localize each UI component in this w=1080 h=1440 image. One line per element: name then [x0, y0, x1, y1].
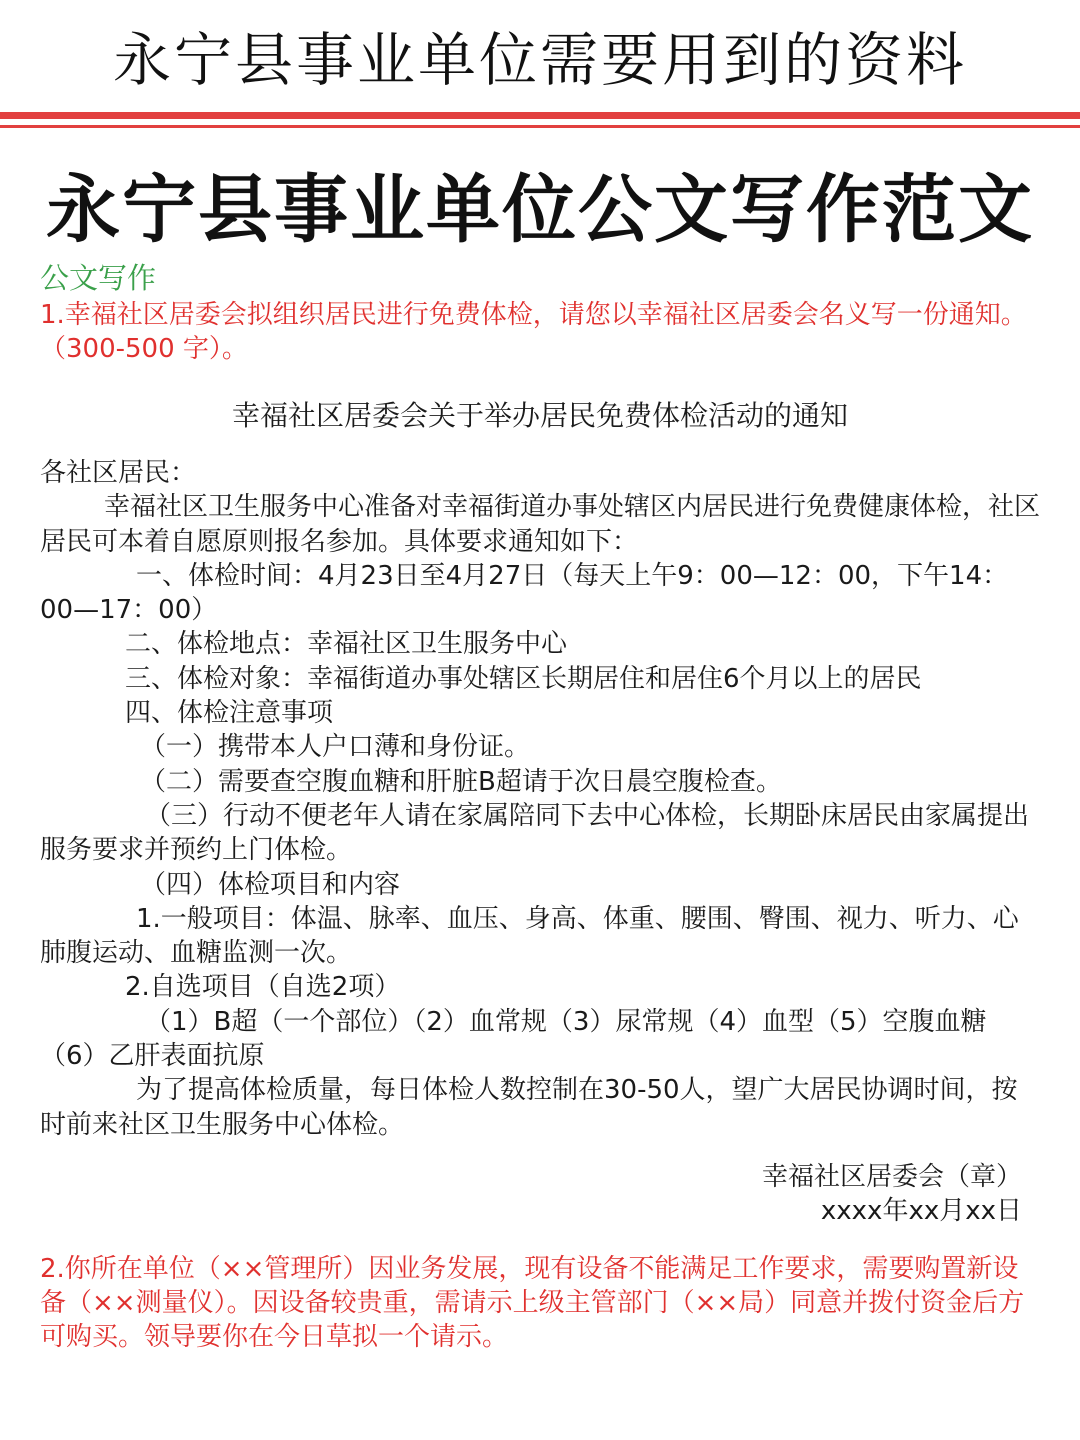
- notice-signature: [40, 1160, 1040, 1228]
- notice-sub-1: （一）携带本人户口薄和身份证。: [140, 732, 531, 763]
- header-divider-thin: [0, 125, 1080, 128]
- notice-item-time: 一、体检时间：4月23日至4月27日（每天上午9：00—12：00，下午14：00—17：00）: [40, 560, 1009, 626]
- page-header: [0, 0, 1080, 110]
- notice-sub-2: （二）需要查空腹血糖和肝脏B超请于次日晨空腹检查。: [140, 766, 782, 797]
- notice-intro: 幸福社区卫生服务中心准备对幸福街道办事处辖区内居民进行免费健康体检，社区居民可本着自愿原则报名参加。具体要求通知如下：: [40, 492, 1041, 557]
- section-label: 公文写作: [40, 261, 157, 295]
- document-title: 永宁县事业单位公文写作范文: [46, 167, 1034, 253]
- notice-optional-list: （1）B超（一个部位）（2）血常规（3）尿常规（4）血型（5）空腹血糖（6）乙肝表面抗原: [40, 1006, 987, 1072]
- question-1: 1.幸福社区居委会拟组织居民进行免费体检，请您以幸福社区居委会名义写一份通知。（300-500 字）。: [40, 300, 1027, 364]
- notice-title: 幸福社区居委会关于举办居民免费体检活动的通知: [231, 399, 848, 432]
- signature-date: xxxx年xx月xx日: [820, 1195, 1022, 1226]
- notice-item-notes: 四、体检注意事项: [125, 698, 334, 729]
- header-divider-thick: [0, 112, 1080, 119]
- question-2: 2.你所在单位（××管理所）因业务发展，现有设备不能满足工作要求，需要购置新设备（××测量仪）。因设备较贵重，需请示上级主管部门（××局）同意并拨付资金后方可购买。领导要你在今日草拟一个请示。: [40, 1253, 1025, 1352]
- notice-item-location: 二、体检地点：幸福社区卫生服务中心: [125, 629, 568, 660]
- notice-body: [40, 456, 1040, 1142]
- notice-closing: 为了提高体检质量，每日体检人数控制在30-50人，望广大居民协调时间，按时前来社区卫生服务中心体检。: [40, 1075, 1018, 1140]
- document-body: [40, 258, 1040, 1354]
- notice-sub-3: （三）行动不便老年人请在家属陪同下去中心体检，长期卧床居民由家属提出服务要求并预约上门体检。: [40, 800, 1030, 866]
- notice-optional-items: 2.自选项目（自选2项）: [125, 972, 401, 1003]
- signature-org: 幸福社区居委会（章）: [761, 1161, 1022, 1192]
- notice-item-target: 三、体检对象：幸福街道办事处辖区长期居住和居住6个月以上的居民: [125, 663, 922, 694]
- notice-sub-4: （四）体检项目和内容: [140, 869, 401, 900]
- notice-general-items: 1.一般项目：体温、脉率、血压、身高、体重、腰围、臀围、视力、听力、心肺腹运动、血糖监测一次。: [40, 903, 1019, 969]
- page-header-title: 永宁县事业单位需要用到的资料: [112, 26, 967, 94]
- notice-salutation: 各社区居民：: [40, 458, 197, 488]
